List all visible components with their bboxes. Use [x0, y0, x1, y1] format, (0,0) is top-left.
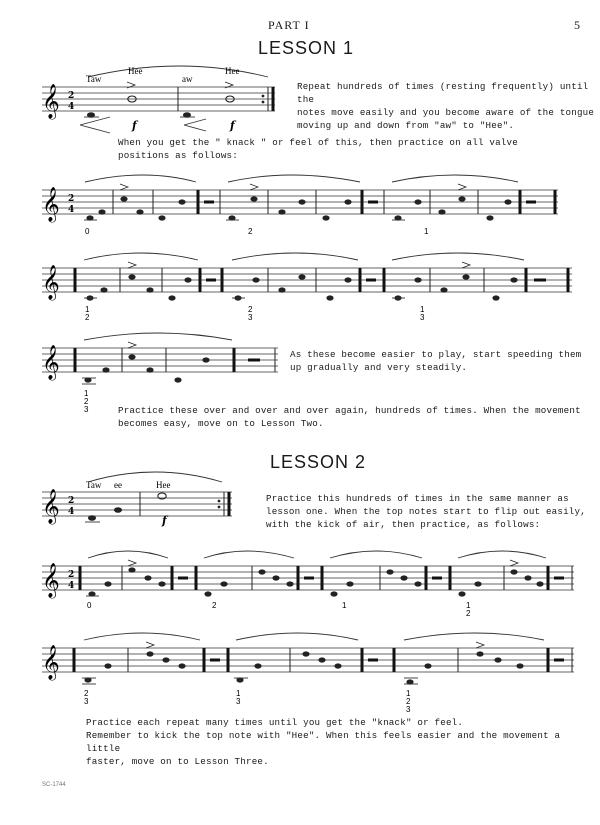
valve-fingering: 0: [85, 227, 90, 236]
svg-text:2: 2: [68, 496, 75, 506]
valve-fingering: 1: [424, 227, 429, 236]
valve-fingering: 1: [466, 601, 471, 610]
svg-text:𝄞: 𝄞: [42, 265, 60, 300]
lesson-1-paragraph-2: When you get the " knack " or feel of this, then practice on all valve positions as follows:: [118, 137, 518, 161]
svg-text:𝄞: 𝄞: [42, 645, 60, 680]
svg-text:4: 4: [68, 205, 75, 215]
svg-text:4: 4: [68, 581, 75, 591]
valve-fingering: 1: [84, 389, 89, 398]
valve-fingering: 3: [84, 405, 89, 414]
valve-fingering: 2: [466, 609, 471, 618]
svg-text:2: 2: [68, 194, 75, 204]
valve-fingering: 1: [420, 305, 425, 314]
valve-fingering: 2: [212, 601, 217, 610]
valve-fingering: 1: [342, 601, 347, 610]
lesson-2-heading: LESSON 2: [270, 452, 367, 472]
syllable: Hee: [156, 480, 171, 490]
lesson-1-paragraph-4: Practice these over and over and over again, hundreds of times. When the movement becomes easy, move on to Lesson Two.: [118, 405, 581, 429]
valve-fingering: 2: [84, 397, 89, 406]
svg-text:𝄞: 𝄞: [42, 489, 60, 524]
syllable: Hee: [128, 66, 143, 76]
valve-fingering: 1: [85, 305, 90, 314]
staff-lesson1-row4: [42, 333, 278, 414]
syllable: Hee: [225, 66, 240, 76]
valve-fingering: 3: [406, 705, 411, 714]
dynamic-marking: f: [230, 119, 235, 132]
staff-lesson1-intro: [42, 66, 275, 133]
svg-text:2: 2: [68, 91, 75, 101]
valve-fingering: 3: [236, 697, 241, 706]
valve-fingering: 3: [84, 697, 89, 706]
dynamic-marking: f: [132, 119, 137, 132]
staff-lesson1-row2: [42, 175, 558, 236]
valve-fingering: 1: [236, 689, 241, 698]
dynamic-marking: f: [162, 514, 167, 527]
syllable: Taw: [86, 480, 102, 490]
valve-fingering: 0: [87, 601, 92, 610]
syllable: Taw: [86, 74, 102, 84]
lesson-1-paragraph-3: As these become easier to play, start speeding them up gradually and very steadily.: [290, 349, 582, 373]
valve-fingering: 2: [248, 305, 253, 314]
lesson-2-paragraph-1: Practice this hundreds of times in the same manner as lesson one. When the top notes start to flip out easily, with the kick of air, then practice, as follows:: [266, 493, 586, 530]
svg-text:4: 4: [68, 102, 75, 112]
lesson-2-paragraph-2: Practice each repeat many times until you get the "knack" or feel. Remember to kick the top note with "Hee". When this feels easier and the movement a little faster, move on to Lesson Three.: [86, 717, 561, 767]
syllable: ee: [114, 480, 122, 490]
valve-fingering: 3: [248, 313, 253, 322]
part-title: PART I: [268, 18, 310, 32]
svg-text:4: 4: [68, 507, 75, 517]
svg-text:2: 2: [68, 570, 75, 580]
staff-lesson1-row3: [42, 253, 572, 322]
lesson-1-paragraph-1: Repeat hundreds of times (resting frequently) until the notes move easily and you become aware of the tongue moving up and down from "aw" to "Hee".: [297, 81, 595, 131]
valve-fingering: 2: [248, 227, 253, 236]
svg-text:𝄞: 𝄞: [42, 345, 60, 380]
valve-fingering: 3: [420, 313, 425, 322]
page-number: 5: [574, 18, 580, 32]
valve-fingering: 2: [84, 689, 89, 698]
syllable: aw: [182, 74, 193, 84]
lesson-1-heading: LESSON 1: [258, 38, 355, 58]
valve-fingering: 2: [85, 313, 90, 322]
staff-lesson2-row2: [42, 551, 574, 618]
catalog-code: SC-1744: [42, 782, 66, 788]
svg-text:𝄞: 𝄞: [42, 563, 60, 598]
svg-text:𝄞: 𝄞: [42, 187, 60, 222]
valve-fingering: 2: [406, 697, 411, 706]
staff-lesson2-row3: [42, 633, 574, 714]
staff-lesson2-intro: [42, 472, 232, 527]
valve-fingering: 1: [406, 689, 411, 698]
treble-clef-icon: 𝄞: [42, 84, 60, 119]
